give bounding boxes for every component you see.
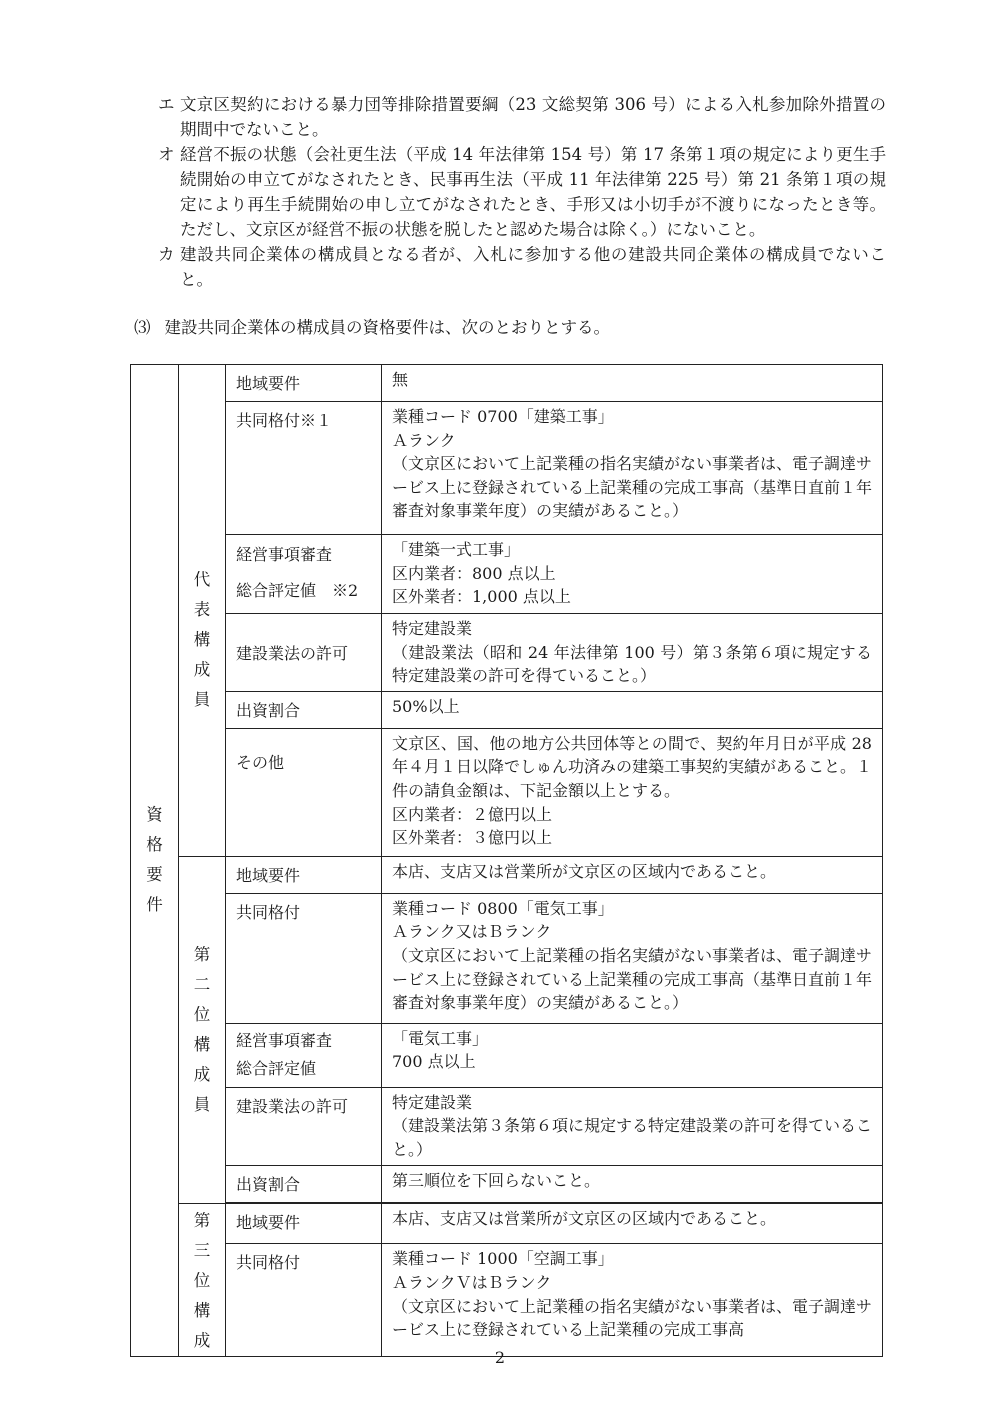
license-line: （建設業法（昭和 24 年法律第 100 号）第３条第６項に規定する特定建設業の許可を得ていること。） — [392, 642, 872, 686]
third-member-cell — [179, 1203, 226, 1356]
rep-area-value: 無 — [382, 365, 883, 402]
rep-license-label: 建設業法の許可 — [226, 614, 382, 692]
second-rank-value — [382, 893, 883, 1023]
eval-line: 区外業者：1,000 点以上 — [392, 587, 571, 607]
license-line: （建設業法第３条第６項に規定する特定建設業の許可を得ていること。） — [392, 1116, 873, 1159]
rep-other-label: その他 — [226, 728, 382, 856]
other-line: 区内業者：２億円以上 — [392, 804, 553, 824]
rep-rank-value — [382, 402, 883, 535]
rank-line: （文京区において上記業種の指名実績がない事業者は、電子調達サービス上に登録されている上記業種の完成工事高 — [392, 1296, 873, 1340]
third-rank-label: 共同格付 — [226, 1244, 382, 1356]
requirements-table — [130, 364, 883, 1357]
item-mark: カ — [158, 245, 175, 264]
rank-line: （文京区において上記業種の指名実績がない事業者は、電子調達サービス上に登録されている上記業種の完成工事高（基準日直前１年審査対象事業年度）の実績があること。） — [392, 945, 873, 1013]
qualification-label: 資格要件 — [146, 805, 163, 915]
rank-line: 業種コード 0800「電気工事」 — [392, 898, 614, 918]
eval-line: 区内業者：800 点以上 — [392, 563, 556, 583]
rank-line: ＡランクＶはＢランク — [392, 1273, 552, 1293]
item-text: 文京区契約における暴力団等排除措置要綱（23 文総契第 306 号）による入札参加除外措置の期間中でないこと。 — [180, 95, 886, 139]
second-license-value — [382, 1087, 883, 1165]
second-member-label: 第二位構成員 — [193, 944, 211, 1114]
item-text: 建設共同企業体の構成員となる者が、入札に参加する他の建設共同企業体の構成員でないこと。 — [180, 245, 886, 289]
third-rank-value — [382, 1244, 883, 1356]
eval-label-line: 経営事項審査 — [236, 1030, 333, 1050]
eval-line: 「建築一式工事」 — [392, 540, 521, 559]
eval-label-line: 総合評定値 — [236, 1058, 317, 1078]
section-text: 建設共同企業体の構成員の資格要件は、次のとおりとする。 — [164, 318, 610, 337]
other-line: 文京区、国、他の地方公共団体等との間で、契約年月日が平成 28 年４月１日以降でしゅん功済みの建築工事契約実績があること。１件の請負金額は、下記金額以上とする。 — [392, 733, 873, 800]
other-line: 区外業者：３億円以上 — [392, 828, 553, 848]
rank-line: 業種コード 1000「空調工事」 — [392, 1249, 614, 1269]
list-item — [156, 242, 886, 292]
second-eval-value — [382, 1023, 883, 1087]
second-license-label: 建設業法の許可 — [226, 1087, 382, 1165]
rep-other-value — [382, 728, 883, 856]
page-number: 2 — [494, 1348, 506, 1367]
rep-member-label: 代表構成員 — [193, 570, 211, 710]
rep-member-cell — [179, 365, 226, 857]
item-text: 経営不振の状態（会社更生法（平成 14 年法律第 154 号）第 17 条第１項の規定により更生手続開始の申立てがなされたとき、民事再生法（平成 11 年法律第 225 号）第 21 条第１項の規定により再生手続開始の申し立てがなされたとき、手形又は小切手が不渡りになったとき等。ただし、文京区が経営不振の状態を脱したと認めた場合は除く。）にないこと。 — [180, 145, 886, 239]
rank-line: Ａランク又はＢランク — [392, 922, 552, 942]
eval-label-line: 経営事項審査 — [236, 545, 333, 564]
list-item — [156, 92, 886, 142]
third-member-label: 第三位構成 — [193, 1210, 211, 1350]
license-line: 特定建設業 — [392, 1092, 473, 1112]
item-mark: エ — [158, 95, 175, 114]
eval-line: 「電気工事」 — [392, 1028, 489, 1048]
rep-invest-value: 50%以上 — [382, 691, 883, 728]
third-area-label: 地域要件 — [226, 1203, 382, 1244]
second-eval-label — [226, 1023, 382, 1087]
rep-invest-label: 出資割合 — [226, 691, 382, 728]
rep-area-label: 地域要件 — [226, 365, 382, 402]
rank-line: （文京区において上記業種の指名実績がない事業者は、電子調達サービス上に登録されている上記業種の完成工事高（基準日直前１年審査対象事業年度）の実績があること。） — [392, 454, 873, 521]
second-area-label: 地域要件 — [226, 856, 382, 893]
rep-rank-label: 共同格付※１ — [226, 402, 382, 535]
item-mark: オ — [158, 145, 175, 164]
section-number: ⑶ — [134, 318, 151, 337]
eval-line: 700 点以上 — [392, 1052, 476, 1072]
rep-license-value — [382, 614, 883, 692]
rep-eval-label — [226, 535, 382, 614]
rank-line: 業種コード 0700「建築工事」 — [392, 407, 614, 426]
second-invest-value: 第三順位を下回らないこと。 — [382, 1165, 883, 1202]
second-invest-label: 出資割合 — [226, 1165, 382, 1202]
second-area-value: 本店、支店又は営業所が文京区の区域内であること。 — [382, 856, 883, 893]
rep-eval-value — [382, 535, 883, 614]
list-item — [156, 142, 886, 242]
condition-list — [156, 92, 886, 292]
second-member-cell — [179, 856, 226, 1203]
rank-line: Ａランク — [392, 430, 456, 450]
eval-label-line: 総合評定値 ※2 — [236, 581, 359, 600]
third-area-value: 本店、支店又は営業所が文京区の区域内であること。 — [382, 1203, 883, 1244]
license-line: 特定建設業 — [392, 619, 473, 638]
section-heading — [134, 315, 610, 340]
second-rank-label: 共同格付 — [226, 893, 382, 1023]
qualification-header-cell — [131, 365, 179, 1357]
